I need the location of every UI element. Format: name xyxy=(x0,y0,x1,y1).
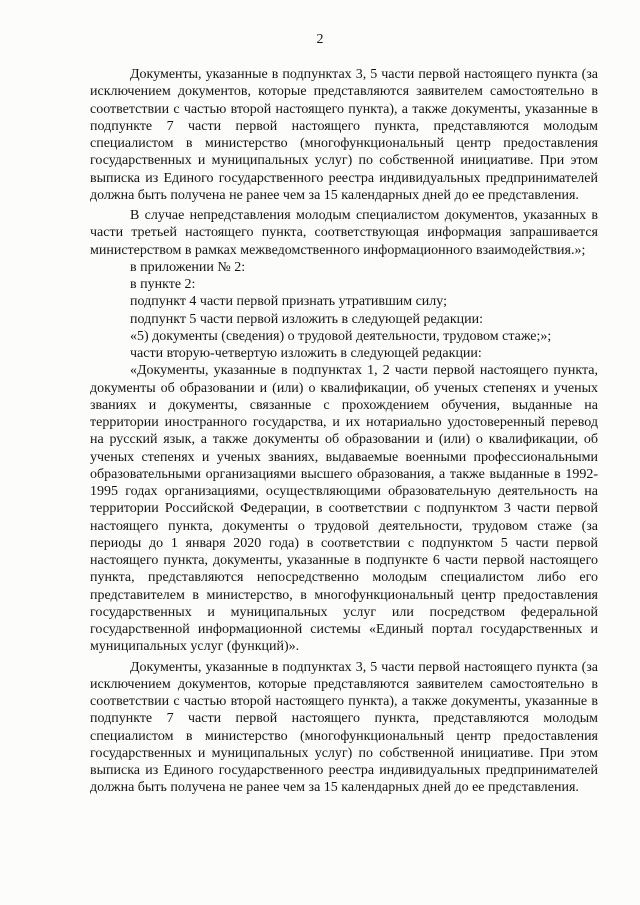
paragraph-7: «5) документы (сведения) о трудовой деятельности, трудовом стаже;»; xyxy=(130,328,552,344)
paragraph-2: В случае непредставления молодым специалистом документов, указанных в части третьей настоящего пункта, соответствующая информация запрашивается министерством в рамках межведомственного информационного взаимодействия.»; xyxy=(90,208,598,258)
paragraph-8: части вторую-четвертую изложить в следующей редакции: xyxy=(130,346,482,361)
paragraph-3: в приложении № 2: xyxy=(130,259,246,275)
paragraph-9: «Документы, указанные в подпунктах 1, 2 части первой настоящего пункта, документы об образовании и (или) о квалификации, об ученых степенях и ученых званиях и документы, связанные с прохождением обучения, выданные на территории иностранного государства, и их нотариально удостоверенный перевод на русский язык, а также документы об образовании и (или) о квалификации, об ученых степенях и ученых званиях, выдаваемые военными профессиональными образовательными организациями высшего образования, а также выданные в 1992-1995 годах организациями, осуществляющими образовательную деятельность на территории Российской Федерации, в соответствии с подпунктом 3 части первой настоящего пункта, документы о трудовой деятельности, трудовом стаже (за периоды до 1 января 2020 года) в соответствии с подпунктом 5 части первой настоящего пункта, документы, указанные в подпункте 6 части первой настоящего пункта, представляются непосредственно молодым специалистом либо его представителем в министерство, в многофункциональный центр предоставления государственных и муниципальных услуг или посредством федеральной государственной информационной системы «Единый портал государственных и муниципальных услуг (функций)». xyxy=(90,363,598,655)
paragraph-1: Документы, указанные в подпунктах 3, 5 части первой настоящего пункта (за исключением документов, которые представляются заявителем самостоятельно в соответствии с частью второй настоящего пункта), а также документы, указанные в подпункте 7 части первой настоящего пункта, представляются молодым специалистом в министерство (многофункциональный центр предоставления государственных и муниципальных услуг) по собственной инициативе. При этом выписка из Единого государственного реестра индивидуальных предпринимателей должна быть получена не ранее чем за 15 календарных дней до ее представления. xyxy=(90,67,598,203)
paragraph-6: подпункт 5 части первой изложить в следующей редакции: xyxy=(130,311,483,327)
page-number: 2 xyxy=(316,32,324,47)
document-body xyxy=(90,66,598,797)
paragraph-4: в пункте 2: xyxy=(130,277,196,292)
paragraph-5: подпункт 4 части первой признать утратившим силу; xyxy=(130,294,447,310)
paragraph-10: Документы, указанные в подпунктах 3, 5 части первой настоящего пункта (за исключением документов, которые представляются заявителем самостоятельно в соответствии с частью второй настоящего пункта), а также документы, указанные в подпункте 7 части первой настоящего пункта, представляются молодым специалистом в министерство (многофункциональный центр предоставления государственных и муниципальных услуг) по собственной инициативе. При этом выписка из Единого государственного реестра индивидуальных предпринимателей должна быть получена не ранее чем за 15 календарных дней до ее представления. xyxy=(90,659,598,796)
